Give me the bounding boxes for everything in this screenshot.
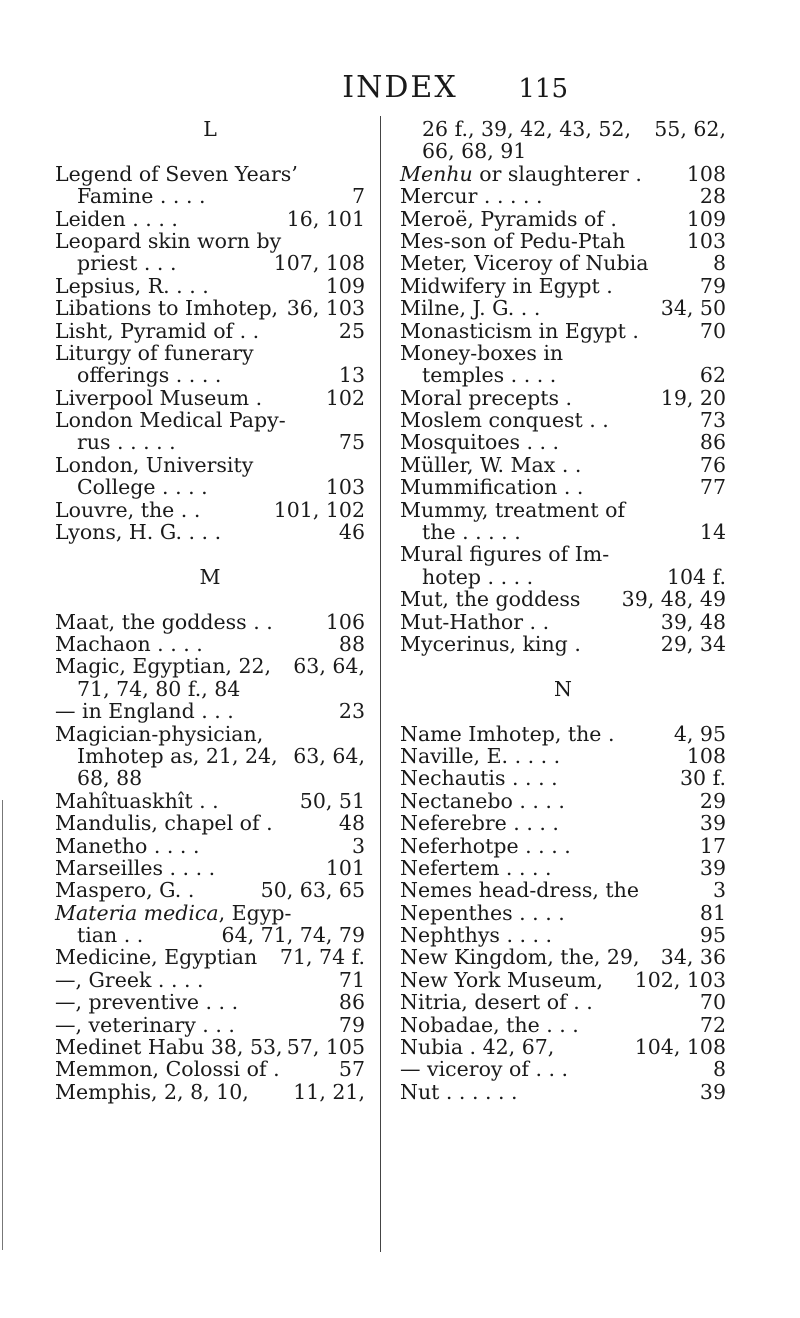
- entry-page-refs: 104 f.: [666, 564, 726, 589]
- entry-page-refs: 104, 108: [634, 1035, 726, 1060]
- entry-text: Moral precepts .: [400, 385, 573, 410]
- section-letter-text: N: [554, 676, 572, 701]
- index-entry: [400, 969, 726, 991]
- entry-text: Müller, W. Max . .: [400, 452, 582, 477]
- entry-page-refs: 50, 51: [299, 788, 365, 813]
- index-entry: [400, 297, 726, 319]
- entry-page-refs: 25: [338, 318, 365, 343]
- entry-page-refs: 14: [699, 520, 726, 545]
- index-entry: [400, 857, 726, 879]
- entry-text: Louvre, the . .: [55, 497, 201, 522]
- spacer: [55, 588, 365, 610]
- entry-text: tian . .: [77, 923, 144, 948]
- entry-text: London, University: [55, 452, 254, 477]
- index-entry: [400, 163, 726, 185]
- entry-text: Nobadae, the . . .: [400, 1012, 579, 1037]
- entry-text: London Medical Papy-: [55, 408, 286, 433]
- entry-page-refs: 30 f.: [680, 766, 726, 791]
- entry-text: —, Greek . . . .: [55, 967, 204, 992]
- index-entry: [55, 902, 365, 924]
- entry-page-refs: 101, 102: [273, 497, 365, 522]
- entry-page-refs: 48: [338, 811, 365, 836]
- entry-text: hotep . . . .: [422, 564, 534, 589]
- entry-text: Neferebre . . . .: [400, 811, 559, 836]
- index-entry: [400, 745, 726, 767]
- entry-page-refs: 108: [686, 161, 726, 186]
- entry-page-refs: 72: [699, 1012, 726, 1037]
- entry-page-refs: 63, 64,: [293, 654, 365, 679]
- index-entry: [400, 476, 726, 498]
- index-entry: [55, 611, 365, 633]
- index-entry: [400, 454, 726, 476]
- entry-page-refs: 101: [325, 855, 365, 880]
- entry-text: 71, 74, 80 f., 84: [77, 676, 241, 701]
- entry-text: Nubia . 42, 67,: [400, 1035, 555, 1060]
- entry-text: Milne, J. G. . .: [400, 296, 541, 321]
- entry-page-refs: 8: [712, 1057, 726, 1082]
- index-entry: [55, 208, 365, 230]
- index-entry: [55, 655, 365, 677]
- index-entry: [400, 633, 726, 655]
- entry-page-refs: 29: [699, 788, 726, 813]
- index-entry: [55, 320, 365, 342]
- index-entry: [400, 812, 726, 834]
- entry-text: rus . . . . .: [77, 430, 176, 455]
- index-entry: [55, 499, 365, 521]
- index-entry: [55, 252, 365, 274]
- entry-text: Machaon . . . .: [55, 631, 203, 656]
- entry-text: Nut . . . . . .: [400, 1079, 518, 1104]
- entry-text: Name Imhotep, the .: [400, 721, 615, 746]
- index-entry: [400, 543, 726, 565]
- index-entry: [55, 946, 365, 968]
- entry-text: Neferhotpe . . . .: [400, 833, 571, 858]
- index-entry: [55, 454, 365, 476]
- index-entry: [400, 320, 726, 342]
- entry-page-refs: 81: [699, 900, 726, 925]
- index-entry: [55, 521, 365, 543]
- section-letter: [55, 566, 365, 588]
- index-entry: [400, 364, 726, 386]
- index-entry: [55, 364, 365, 386]
- entry-text: Naville, E. . . . .: [400, 743, 561, 768]
- index-entry: [55, 1058, 365, 1080]
- entry-page-refs: 34, 50: [660, 296, 726, 321]
- entry-text: Money-boxes in: [400, 340, 564, 365]
- entry-page-refs: 70: [699, 318, 726, 343]
- entry-text: Lisht, Pyramid of . .: [55, 318, 260, 343]
- entry-text: Nechautis . . . .: [400, 766, 558, 791]
- index-entry: [55, 991, 365, 1013]
- index-entry: [400, 521, 726, 543]
- column-divider: [380, 116, 381, 1252]
- entry-text: Menhu or slaughterer .: [400, 161, 642, 186]
- index-entry: [55, 633, 365, 655]
- entry-text: Imhotep as, 21, 24,: [77, 743, 278, 768]
- index-entry: [400, 723, 726, 745]
- entry-page-refs: 75: [338, 430, 365, 455]
- entry-page-refs: 8: [712, 251, 726, 276]
- entry-text: Nefertem . . . .: [400, 855, 552, 880]
- entry-text: College . . . .: [77, 475, 208, 500]
- entry-page-refs: 107, 108: [273, 251, 365, 276]
- section-letter: [400, 678, 726, 700]
- entry-text: offerings . . . .: [77, 363, 222, 388]
- index-entry: [55, 275, 365, 297]
- entry-text: New Kingdom, the, 29,: [400, 945, 640, 970]
- entry-page-refs: 29, 34: [660, 631, 726, 656]
- entry-page-refs: 16, 101: [286, 206, 365, 231]
- entry-text: New York Museum,: [400, 967, 603, 992]
- entry-page-refs: 102, 103: [634, 967, 726, 992]
- index-entry: [400, 230, 726, 252]
- entry-page-refs: 64, 71, 74, 79: [221, 923, 365, 948]
- entry-text: 66, 68, 91: [422, 139, 527, 164]
- entry-page-refs: 57: [338, 1057, 365, 1082]
- entry-text: 68, 88: [77, 766, 143, 791]
- entry-page-refs: 109: [686, 206, 726, 231]
- entry-text: Mercur . . . . .: [400, 184, 543, 209]
- entry-text: priest . . .: [77, 251, 177, 276]
- entry-page-refs: 11, 21,: [293, 1079, 365, 1104]
- entry-text: 26 f., 39, 42, 43, 52,: [422, 117, 631, 141]
- index-entry: [55, 1036, 365, 1058]
- entry-text: Famine . . . .: [77, 184, 206, 209]
- entry-text: Magician-physician,: [55, 721, 264, 746]
- index-entry: [55, 812, 365, 834]
- index-entry: [55, 678, 365, 700]
- entry-page-refs: 86: [699, 430, 726, 455]
- entry-text: Liverpool Museum .: [55, 385, 263, 410]
- entry-text: Leopard skin worn by: [55, 228, 282, 253]
- entry-page-refs: 55, 62,: [654, 117, 726, 141]
- entry-text: Magic, Egyptian, 22,: [55, 654, 272, 679]
- index-entry: [55, 969, 365, 991]
- entry-page-refs: 28: [699, 184, 726, 209]
- index-entry: [55, 342, 365, 364]
- index-entry: [55, 835, 365, 857]
- index-entry: [55, 387, 365, 409]
- index-entry: [400, 611, 726, 633]
- index-entry: [55, 700, 365, 722]
- entry-page-refs: 39, 48, 49: [621, 587, 726, 612]
- entry-page-refs: 76: [699, 452, 726, 477]
- entry-page-refs: 4, 95: [673, 721, 726, 746]
- index-entry: [400, 588, 726, 610]
- entry-page-refs: 3: [712, 878, 726, 903]
- spacer: [400, 700, 726, 722]
- entry-page-refs: 71: [338, 967, 365, 992]
- entry-text: Mes-son of Pedu-Ptah: [400, 228, 626, 253]
- index-entry: [400, 924, 726, 946]
- entry-text: Mandulis, chapel of .: [55, 811, 273, 836]
- entry-page-refs: 39: [699, 855, 726, 880]
- entry-page-refs: 70: [699, 990, 726, 1015]
- index-entry: [55, 723, 365, 745]
- section-letter-text: L: [203, 117, 217, 141]
- index-entry: [400, 879, 726, 901]
- entry-page-refs: 17: [699, 833, 726, 858]
- index-entry: [55, 185, 365, 207]
- index-entry: [400, 790, 726, 812]
- index-entry: [400, 946, 726, 968]
- entry-page-refs: 103: [325, 475, 365, 500]
- index-entry: [400, 118, 726, 140]
- entry-page-refs: 34, 36: [660, 945, 726, 970]
- entry-text: Nemes head-dress, the: [400, 878, 639, 903]
- index-entry: [55, 476, 365, 498]
- index-entry: [55, 163, 365, 185]
- entry-page-refs: 106: [325, 609, 365, 634]
- index-entry: [400, 275, 726, 297]
- entry-text: Mural figures of Im-: [400, 542, 610, 567]
- entry-text: Memmon, Colossi of .: [55, 1057, 280, 1082]
- entry-text: Nitria, desert of . .: [400, 990, 593, 1015]
- entry-text: Mut-Hathor . .: [400, 609, 550, 634]
- entry-page-refs: 7: [351, 184, 365, 209]
- entry-page-refs: 57, 105: [286, 1035, 365, 1060]
- index-entry: [400, 342, 726, 364]
- index-entry: [400, 208, 726, 230]
- entry-page-refs: 109: [325, 273, 365, 298]
- entry-page-refs: 50, 63, 65: [260, 878, 365, 903]
- index-entry: [55, 857, 365, 879]
- entry-page-refs: 102: [325, 385, 365, 410]
- spacer: [55, 140, 365, 162]
- entry-page-refs: 23: [338, 699, 365, 724]
- entry-text: Lyons, H. G. . . .: [55, 520, 222, 545]
- entry-page-refs: 36, 103: [286, 296, 365, 321]
- index-entry: [55, 230, 365, 252]
- entry-text: Nephthys . . . .: [400, 923, 553, 948]
- entry-text: Memphis, 2, 8, 10,: [55, 1079, 249, 1104]
- entry-text: — viceroy of . . .: [400, 1057, 569, 1082]
- running-head-title: INDEX: [342, 70, 458, 105]
- index-entry: [400, 431, 726, 453]
- entry-text: Nepenthes . . . .: [400, 900, 565, 925]
- index-entry: [400, 1081, 726, 1103]
- entry-text: Meter, Viceroy of Nubia: [400, 251, 649, 276]
- entry-text: Monasticism in Egypt .: [400, 318, 639, 343]
- spacer: [400, 655, 726, 677]
- entry-text: Medicine, Egyptian: [55, 945, 258, 970]
- entry-text: Libations to Imhotep,: [55, 296, 279, 321]
- page-header: [0, 70, 800, 110]
- entry-text: Marseilles . . . .: [55, 855, 216, 880]
- page-number: 115: [518, 74, 568, 104]
- entry-text: Mummification . .: [400, 475, 584, 500]
- entry-text: Nectanebo . . . .: [400, 788, 565, 813]
- entry-page-refs: 3: [351, 833, 365, 858]
- index-entry: [400, 566, 726, 588]
- index-entry: [55, 790, 365, 812]
- entry-text: Legend of Seven Years’: [55, 161, 298, 186]
- entry-page-refs: 79: [699, 273, 726, 298]
- index-entry: [55, 879, 365, 901]
- entry-page-refs: 95: [699, 923, 726, 948]
- index-entry: [400, 499, 726, 521]
- spacer: [55, 543, 365, 565]
- index-entry: [55, 431, 365, 453]
- entry-text: Meroë, Pyramids of .: [400, 206, 617, 231]
- entry-text: Mosquitoes . . .: [400, 430, 560, 455]
- index-entry: [400, 991, 726, 1013]
- entry-text: Moslem conquest . .: [400, 408, 609, 433]
- entry-page-refs: 63, 64,: [293, 743, 365, 768]
- index-entry: [400, 409, 726, 431]
- entry-page-refs: 19, 20: [660, 385, 726, 410]
- entry-page-refs: 103: [686, 228, 726, 253]
- entry-text: Medinet Habu 38, 53,: [55, 1035, 283, 1060]
- entry-text: Manetho . . . .: [55, 833, 200, 858]
- index-entry: [55, 1014, 365, 1036]
- index-entry: [55, 745, 365, 767]
- index-entry: [55, 924, 365, 946]
- index-entry: [55, 409, 365, 431]
- index-entry: [55, 297, 365, 319]
- index-entry: [400, 835, 726, 857]
- index-entry: [400, 140, 726, 162]
- entry-text: Mut, the goddess: [400, 587, 581, 612]
- entry-text: Maat, the goddess . .: [55, 609, 273, 634]
- section-letter: [55, 118, 365, 140]
- index-entry: [55, 767, 365, 789]
- entry-text: —, preventive . . .: [55, 990, 239, 1015]
- entry-text: Mahîtuaskhît . .: [55, 788, 219, 813]
- index-column-right: [400, 118, 726, 1103]
- entry-text: —, veterinary . . .: [55, 1012, 235, 1037]
- index-entry: [55, 1081, 365, 1103]
- entry-text: Midwifery in Egypt .: [400, 273, 613, 298]
- entry-text: Mycerinus, king .: [400, 631, 581, 656]
- entry-text: Lepsius, R. . . .: [55, 273, 209, 298]
- entry-page-refs: 79: [338, 1012, 365, 1037]
- entry-page-refs: 88: [338, 631, 365, 656]
- index-entry: [400, 902, 726, 924]
- entry-page-refs: 39: [699, 811, 726, 836]
- page-edge-line: [2, 800, 3, 1250]
- entry-page-refs: 62: [699, 363, 726, 388]
- entry-text: Leiden . . . .: [55, 206, 178, 231]
- entry-page-refs: 77: [699, 475, 726, 500]
- entry-page-refs: 39: [699, 1079, 726, 1104]
- index-entry: [400, 1058, 726, 1080]
- entry-text: Mummy, treatment of: [400, 497, 626, 522]
- entry-page-refs: 46: [338, 520, 365, 545]
- index-entry: [400, 387, 726, 409]
- entry-page-refs: 71, 74 f.: [279, 945, 365, 970]
- index-entry: [400, 252, 726, 274]
- entry-text: the . . . . .: [422, 520, 521, 545]
- index-entry: [400, 767, 726, 789]
- entry-page-refs: 86: [338, 990, 365, 1015]
- index-entry: [400, 185, 726, 207]
- entry-page-refs: 73: [699, 408, 726, 433]
- entry-text: temples . . . .: [422, 363, 557, 388]
- entry-text: — in England . . .: [55, 699, 234, 724]
- entry-text: Materia medica, Egyp-: [55, 900, 292, 925]
- entry-text: Maspero, G. .: [55, 878, 195, 903]
- index-column-left: [55, 118, 365, 1103]
- index-entry: [400, 1036, 726, 1058]
- index-entry: [400, 1014, 726, 1036]
- entry-page-refs: 108: [686, 743, 726, 768]
- section-letter-text: M: [199, 564, 221, 589]
- entry-text: Liturgy of funerary: [55, 340, 254, 365]
- entry-page-refs: 39, 48: [660, 609, 726, 634]
- entry-page-refs: 13: [338, 363, 365, 388]
